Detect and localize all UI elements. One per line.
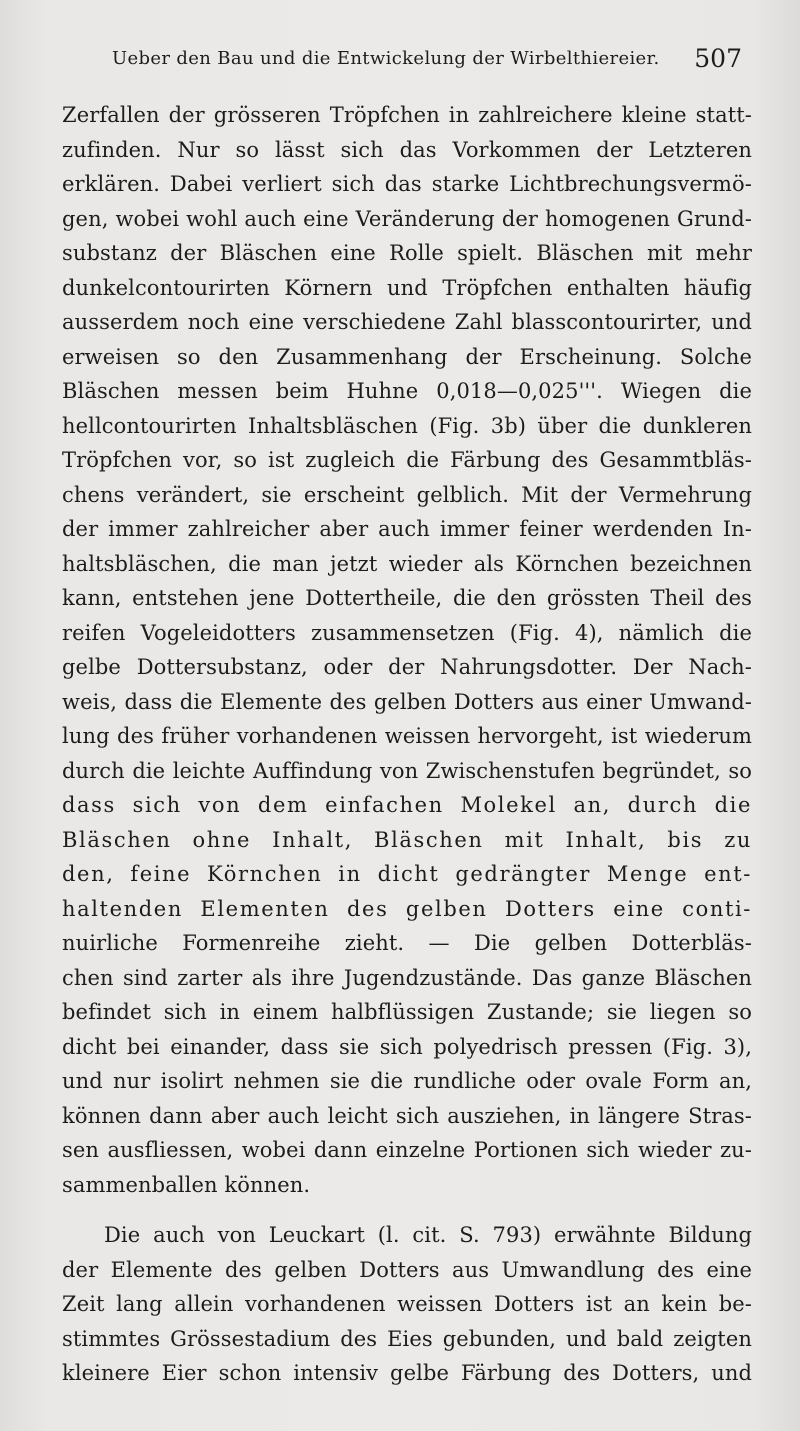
text-line: reifen Vogeleidotters zusammensetzen (Fig. 4), nämlich die: [62, 620, 752, 645]
text-line: sen ausfliessen, wobei dann einzelne Portionen sich wieder zu-: [62, 1138, 752, 1162]
paragraph: [62, 1218, 752, 1391]
text-line: lung des früher vorhandenen weissen hervorgeht, ist wiederum: [62, 724, 752, 748]
text-line: nuirliche Formenreihe zieht. — Die gelben Dotterbläs-: [62, 931, 752, 955]
text-line: stimmtes Grössestadium des Eies gebunden, und bald zeigten: [62, 1326, 752, 1351]
text-line: durch die leichte Auffindung von Zwischenstufen begründet, so: [62, 758, 752, 783]
text-line: erklären. Dabei verliert sich das starke Lichtbrechungsvermö-: [62, 172, 752, 196]
body-text: [62, 98, 752, 1391]
text-line: chen sind zarter als ihre Jugendzustände. Das ganze Bläschen: [62, 965, 752, 990]
text-line: Zerfallen der grösseren Tröpfchen in zahlreichere kleine statt-: [62, 103, 752, 127]
text-line: dass sich von dem einfachen Molekel an, durch die: [62, 793, 752, 817]
text-line: befindet sich in einem halbflüssigen Zustande; sie liegen so: [62, 1000, 752, 1024]
text-line: haltenden Elementen des gelben Dotters eine conti-: [62, 896, 752, 921]
page-header: [112, 44, 742, 80]
text-line: substanz der Bläschen eine Rolle spielt. Bläschen mit mehr: [62, 241, 752, 265]
paragraph: [62, 98, 752, 1202]
text-line: chens verändert, sie erscheint gelblich. Mit der Vermehrung: [62, 482, 752, 507]
text-line: zufinden. Nur so lässt sich das Vorkommen der Letzteren: [62, 137, 752, 162]
text-line: kann, entstehen jene Dottertheile, die den grössten Theil des: [62, 586, 752, 610]
text-line: den, feine Körnchen in dicht gedrängter Menge ent-: [62, 862, 752, 886]
text-line: der Elemente des gelben Dotters aus Umwandlung des eine: [62, 1257, 752, 1282]
text-line: hellcontourirten Inhaltsbläschen (Fig. 3b) über die dunkleren: [62, 413, 752, 438]
text-line: dicht bei einander, dass sie sich polyedrisch pressen (Fig. 3),: [62, 1034, 752, 1059]
text-line: gen, wobei wohl auch eine Veränderung der homogenen Grund-: [62, 206, 752, 231]
text-line: erweisen so den Zusammenhang der Erscheinung. Solche: [62, 344, 752, 369]
text-line: kleinere Eier schon intensiv gelbe Färbung des Dotters, und: [62, 1361, 752, 1385]
text-line: und nur isolirt nehmen sie die rundliche oder ovale Form an,: [62, 1069, 752, 1093]
text-line: gelbe Dottersubstanz, oder der Nahrungsdotter. Der Nach-: [62, 655, 752, 679]
text-line: Die auch von Leuckart (l. cit. S. 793) erwähnte Bildung: [104, 1223, 752, 1247]
text-line: weis, dass die Elemente des gelben Dotters aus einer Umwand-: [62, 689, 752, 714]
text-line: Zeit lang allein vorhandenen weissen Dotters ist an kein be-: [62, 1292, 752, 1316]
text-line: sammenballen können.: [62, 1172, 311, 1197]
text-line: können dann aber auch leicht sich ausziehen, in längere Stras-: [62, 1103, 752, 1128]
text-line: Bläschen ohne Inhalt, Bläschen mit Inhalt, bis zu: [62, 827, 752, 852]
page-number: 507: [694, 44, 742, 73]
text-line: der immer zahlreicher aber auch immer feiner werdenden In-: [62, 517, 752, 541]
running-title: Ueber den Bau und die Entwickelung der Wirbelthiereier.: [112, 48, 660, 69]
text-line: dunkelcontourirten Körnern und Tröpfchen enthalten häufig: [62, 275, 752, 300]
paragraph-gap: [62, 1202, 752, 1218]
text-line: Tröpfchen vor, so ist zugleich die Färbung des Gesammtbläs-: [62, 448, 752, 472]
text-line: ausserdem noch eine verschiedene Zahl blasscontourirter, und: [62, 310, 752, 334]
text-line: Bläschen messen beim Huhne 0,018—0,025'''. Wiegen die: [62, 379, 752, 403]
text-line: haltsbläschen, die man jetzt wieder als Körnchen bezeichnen: [62, 551, 752, 576]
